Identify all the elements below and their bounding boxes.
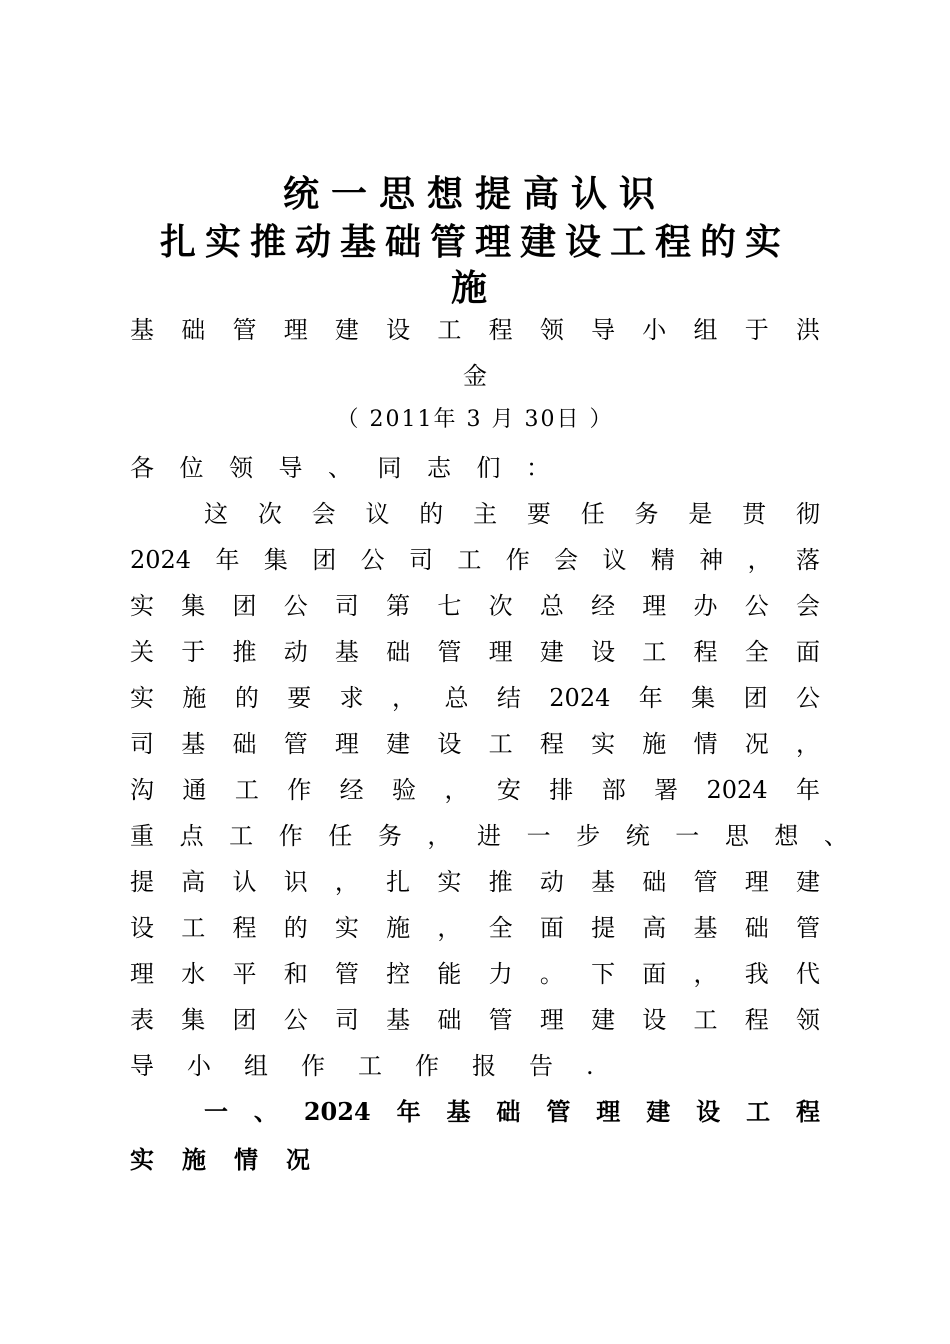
document-title-line-3: 施 [450, 267, 499, 309]
body-line: 司基础管理建设工程实施情况， [130, 730, 820, 758]
body-line: 重点工作任务，进一步统一思想、 [130, 822, 848, 850]
body-line: 实施的要求，总结2024年集团公 [130, 684, 820, 712]
body-line: 设工程的实施，全面提高基础管 [130, 914, 820, 942]
salutation: 各位领导、同志们： [130, 454, 550, 482]
report-date: （ 2011年 3 月 30日 ） [336, 407, 614, 432]
body-line: 表集团公司基础管理建设工程领 [130, 1006, 820, 1034]
section-heading-line-1: 一、2024年基础管理建设工程 [204, 1097, 820, 1126]
author-line-2: 金 [463, 362, 487, 390]
body-line: 导小组作工作报告. [130, 1052, 627, 1080]
document-title-line-2: 扎实推动基础管理建设工程的实 [159, 221, 790, 263]
body-line: 实集团公司第七次总经理办公会 [130, 592, 820, 620]
body-line: 沟通工作经验，安排部署2024年 [130, 776, 820, 804]
body-line: 理水平和管控能力。下面，我代 [130, 960, 820, 988]
section-heading-line-2: 实施情况 [130, 1145, 338, 1174]
body-line: 关于推动基础管理建设工程全面 [130, 638, 820, 666]
body-line: 提高认识，扎实推动基础管理建 [130, 868, 820, 896]
author-line-1: 基础管理建设工程领导小组于洪 [130, 316, 820, 344]
body-line: 2024年集团公司工作会议精神，落 [130, 546, 820, 574]
body-line: 这次会议的主要任务是贯彻 [204, 500, 820, 528]
document-title-line-1: 统一思想提高认识 [282, 173, 667, 215]
